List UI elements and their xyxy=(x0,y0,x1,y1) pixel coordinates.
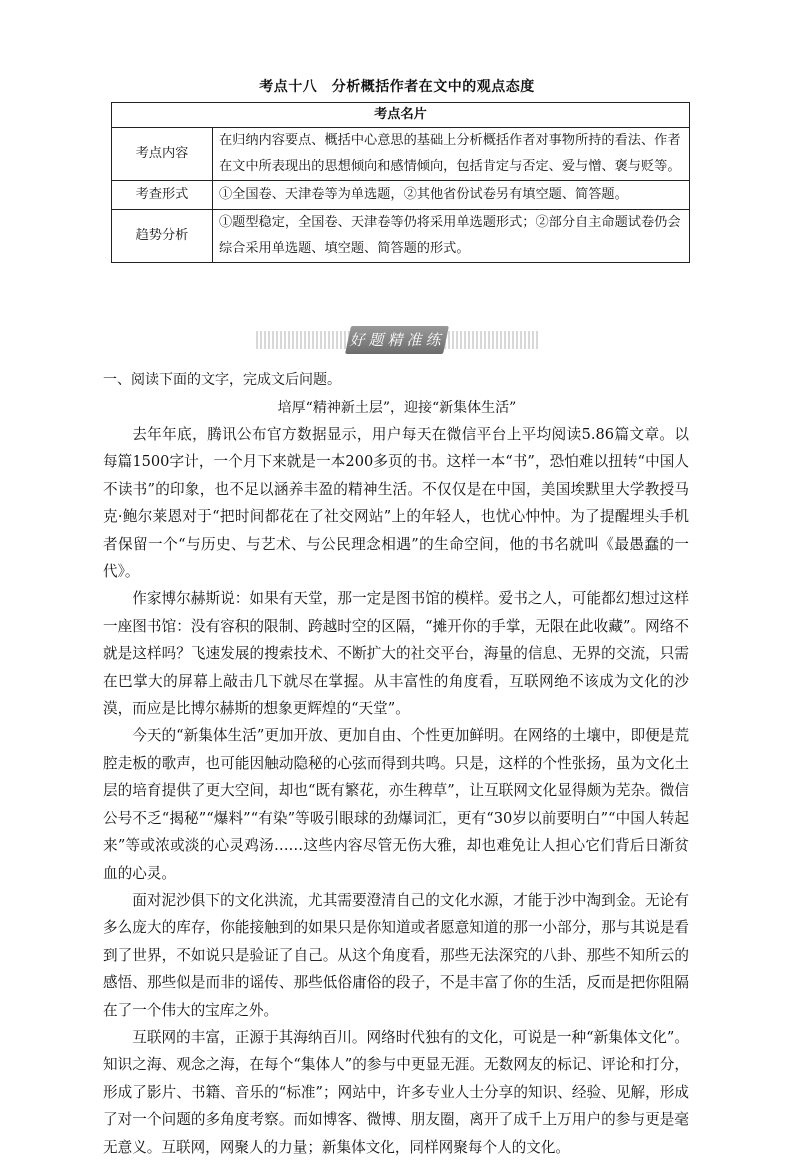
section-title: 考点十八 分析概括作者在文中的观点态度 xyxy=(259,79,535,95)
paragraph: 面对泥沙俱下的文化洪流，尤其需要澄清自己的文化水源，才能于沙中淘到金。无论有多么庞大的库存，你能接触到的如果只是你知道或者愿意知道的那一小部分，那与其说是看到了世界，不如说只是验证了自己。从这个角度看，那些无法深究的八卦、那些不知所云的感悟、那些似是而非的谣传、那些低俗庸俗的段子，不是丰富了你的生活，反而是把你阻隔在了一个伟大的宝库之外。 xyxy=(103,891,689,1019)
row-content: 在归纳内容要点、概括中心意思的基础上分析概括作者对事物所持的看法、作者在文中所表现出的思想倾向和感情倾向，包括肯定与否定、爱与憎、褒与贬等。 xyxy=(213,128,690,181)
table-row xyxy=(112,210,690,263)
table-row xyxy=(112,128,690,181)
table-header: 考点名片 xyxy=(112,103,690,128)
paragraph: 作家博尔赫斯说：如果有天堂，那一定是图书馆的模样。爱书之人，可能都幻想过这样一座图书馆：没有容积的限制、跨越时空的区隔，“摊开你的手掌，无限在此收藏”。网络不就是这样吗？飞速发展的搜索技术、不断扩大的社交平台，海量的信息、无界的交流，只需在巴掌大的屏幕上敲击几下就尽在掌握。从丰富性的角度看，互联网绝不该成为文化的沙漠，而应是比博尔赫斯的想象更辉煌的“天堂”。 xyxy=(103,590,689,718)
paragraph: 今天的“新集体生活”更加开放、更加自由、个性更加鲜明。在网络的土壤中，即便是荒腔走板的歌声，也可能因触动隐秘的心弦而得到共鸣。只是，这样的个性张扬，虽为文化土层的培育提供了更大空间，却也“既有繁花，亦生稗草”，让互联网文化显得颇为芜杂。微信公号不乏“揭秘”“爆料”“有染”等吸引眼球的劲爆词汇，更有“30岁以前要明白”“中国人转起来”等或浓或淡的心灵鸡汤……这些内容尽管无伤大雅，却也难免让人担心它们背后日渐贫血的心灵。 xyxy=(103,727,689,882)
exam-point-table xyxy=(111,102,690,263)
row-content: ①全国卷、天津卷等为单选题，②其他省份试卷另有填空题、简答题。 xyxy=(213,181,690,210)
row-label: 考点内容 xyxy=(112,128,213,181)
question-heading: 一、阅读下面的文字，完成文后问题。 xyxy=(103,372,341,388)
banner-text: 好题精准练 xyxy=(349,331,445,349)
paragraph: 互联网的丰富，正源于其海纳百川。网络时代独有的文化，可说是一种“新集体文化”。知识之海、观念之海，在每个“集体人”的参与中更显无涯。无数网友的标记、评论和打分，形成了影片、书籍、音乐的“标准”；网站中，许多专业人士分享的知识、经验、见解，形成了对一个问题的多角度考察。而如博客、微博、朋友圈，离开了成千上万用户的参与更是毫无意义。互联网，网聚人的力量；新集体文化，同样网聚每个人的文化。 xyxy=(103,1028,689,1156)
table-row xyxy=(112,181,690,210)
practice-banner xyxy=(256,324,538,356)
article-body xyxy=(103,421,689,1161)
row-label: 趋势分析 xyxy=(112,210,213,263)
paragraph: 去年年底，腾讯公布官方数据显示，用户每天在微信平台上平均阅读5.86篇文章。以每篇1500字计，一个月下来就是一本200多页的书。这样一本“书”，恐怕难以扭转“中国人不读书”的印象，也不足以涵养丰盈的精神生活。不仅仅是在中国，美国埃默里大学教授马克·鲍尔莱恩对于“把时间都花在了社交网站”上的年轻人，也忧心忡忡。为了提醒埋头手机者保留一个“与历史、与艺术、与公民理念相遇”的生命空间，他的书名就叫《最愚蠢的一代》。 xyxy=(103,426,689,581)
table-header-row xyxy=(112,103,690,128)
article-title: 培厚“精神新土层”，迎接“新集体生活” xyxy=(277,400,517,416)
row-content: ①题型稳定，全国卷、天津卷等仍将采用单选题形式；②部分自主命题试卷仍会综合采用单选题、填空题、简答题的形式。 xyxy=(213,210,690,263)
row-label: 考查形式 xyxy=(112,181,213,210)
